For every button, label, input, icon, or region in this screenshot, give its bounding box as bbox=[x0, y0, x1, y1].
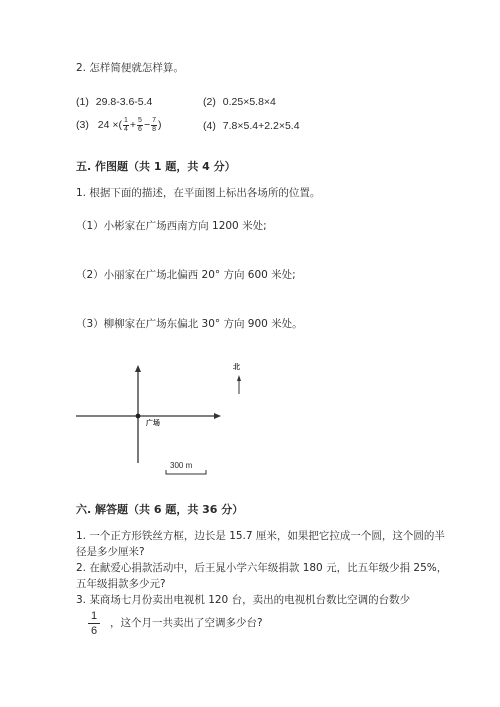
section6-q1-line2: 径是多少厘米? bbox=[76, 546, 145, 558]
section5-q1: 1. 根据下面的描述，在平面图上标出各场所的位置。 bbox=[76, 187, 321, 199]
section5-item-1: （1）小彬家在广场西南方向 1200 米处; bbox=[76, 220, 267, 232]
q2-item-3: (3) 24 ×( $\frac{1}{4}$ + $\frac{5}{6}$ − $\frac{7}{8}$ ) bbox=[76, 116, 162, 133]
north-arrow-icon bbox=[237, 375, 241, 381]
section6-q1-line1: 1. 一个正方形铁丝方框，边长是 15.7 厘米，如果把它拉成一个圆，这个圆的半 bbox=[76, 530, 445, 542]
q2-item-2-expr: 0.25×5.8×4 bbox=[222, 96, 276, 108]
q2-item-4-label: (4) bbox=[203, 120, 216, 132]
section5-item-2: （2）小丽家在广场北偏西 20° 方向 600 米处; bbox=[76, 269, 296, 281]
q2-item-3-label: (3) bbox=[76, 119, 89, 131]
scale-label: 300 m bbox=[170, 461, 193, 470]
q2-item-3-frac-1: $\frac{1}{4}$ bbox=[124, 116, 128, 133]
q2-item-3-prefix: 24 ×( bbox=[97, 119, 122, 131]
map-north-arrowhead bbox=[135, 365, 141, 372]
map-east-arrowhead bbox=[214, 413, 221, 419]
q2-item-4-expr: 7.8×5.4+2.2×5.4 bbox=[222, 120, 300, 132]
section6-q3-line2: ，这个月一共卖出了空调多少台? bbox=[110, 617, 263, 629]
plaza-label: 广场 bbox=[146, 419, 160, 427]
section5-title: 五. 作图题（共 1 题，共 4 分） bbox=[76, 160, 236, 173]
section6-title: 六. 解答题（共 6 题，共 36 分） bbox=[76, 503, 244, 516]
q2-item-3-frac-2: $\frac{5}{6}$ bbox=[138, 116, 142, 133]
q2-item-1-label: (1) bbox=[76, 96, 89, 108]
section6-q2-line1: 2. 在献爱心捐款活动中，后王晁小学六年级捐款 180 元，比五年级少捐 25%， bbox=[76, 562, 448, 574]
q2-item-3-frac-3: $\frac{7}{8}$ bbox=[152, 116, 156, 133]
q2-intro: 2. 怎样简便就怎样算。 bbox=[76, 62, 184, 74]
section6-q3-fraction: 1 6 bbox=[88, 609, 100, 638]
section6-q2-line2: 五年级捐款多少元? bbox=[76, 578, 166, 590]
q2-item-2-label: (2) bbox=[203, 96, 216, 108]
section5-item-3: （3）柳柳家在广场东偏北 30° 方向 900 米处。 bbox=[76, 318, 303, 330]
section6-q3-line1: 3. 某商场七月份卖出电视机 120 台，卖出的电视机台数比空调的台数少 bbox=[76, 594, 411, 606]
north-label: 北 bbox=[233, 363, 240, 371]
map-center-point bbox=[136, 414, 141, 419]
q2-item-1-expr: 29.8-3.6-5.4 bbox=[95, 96, 153, 108]
